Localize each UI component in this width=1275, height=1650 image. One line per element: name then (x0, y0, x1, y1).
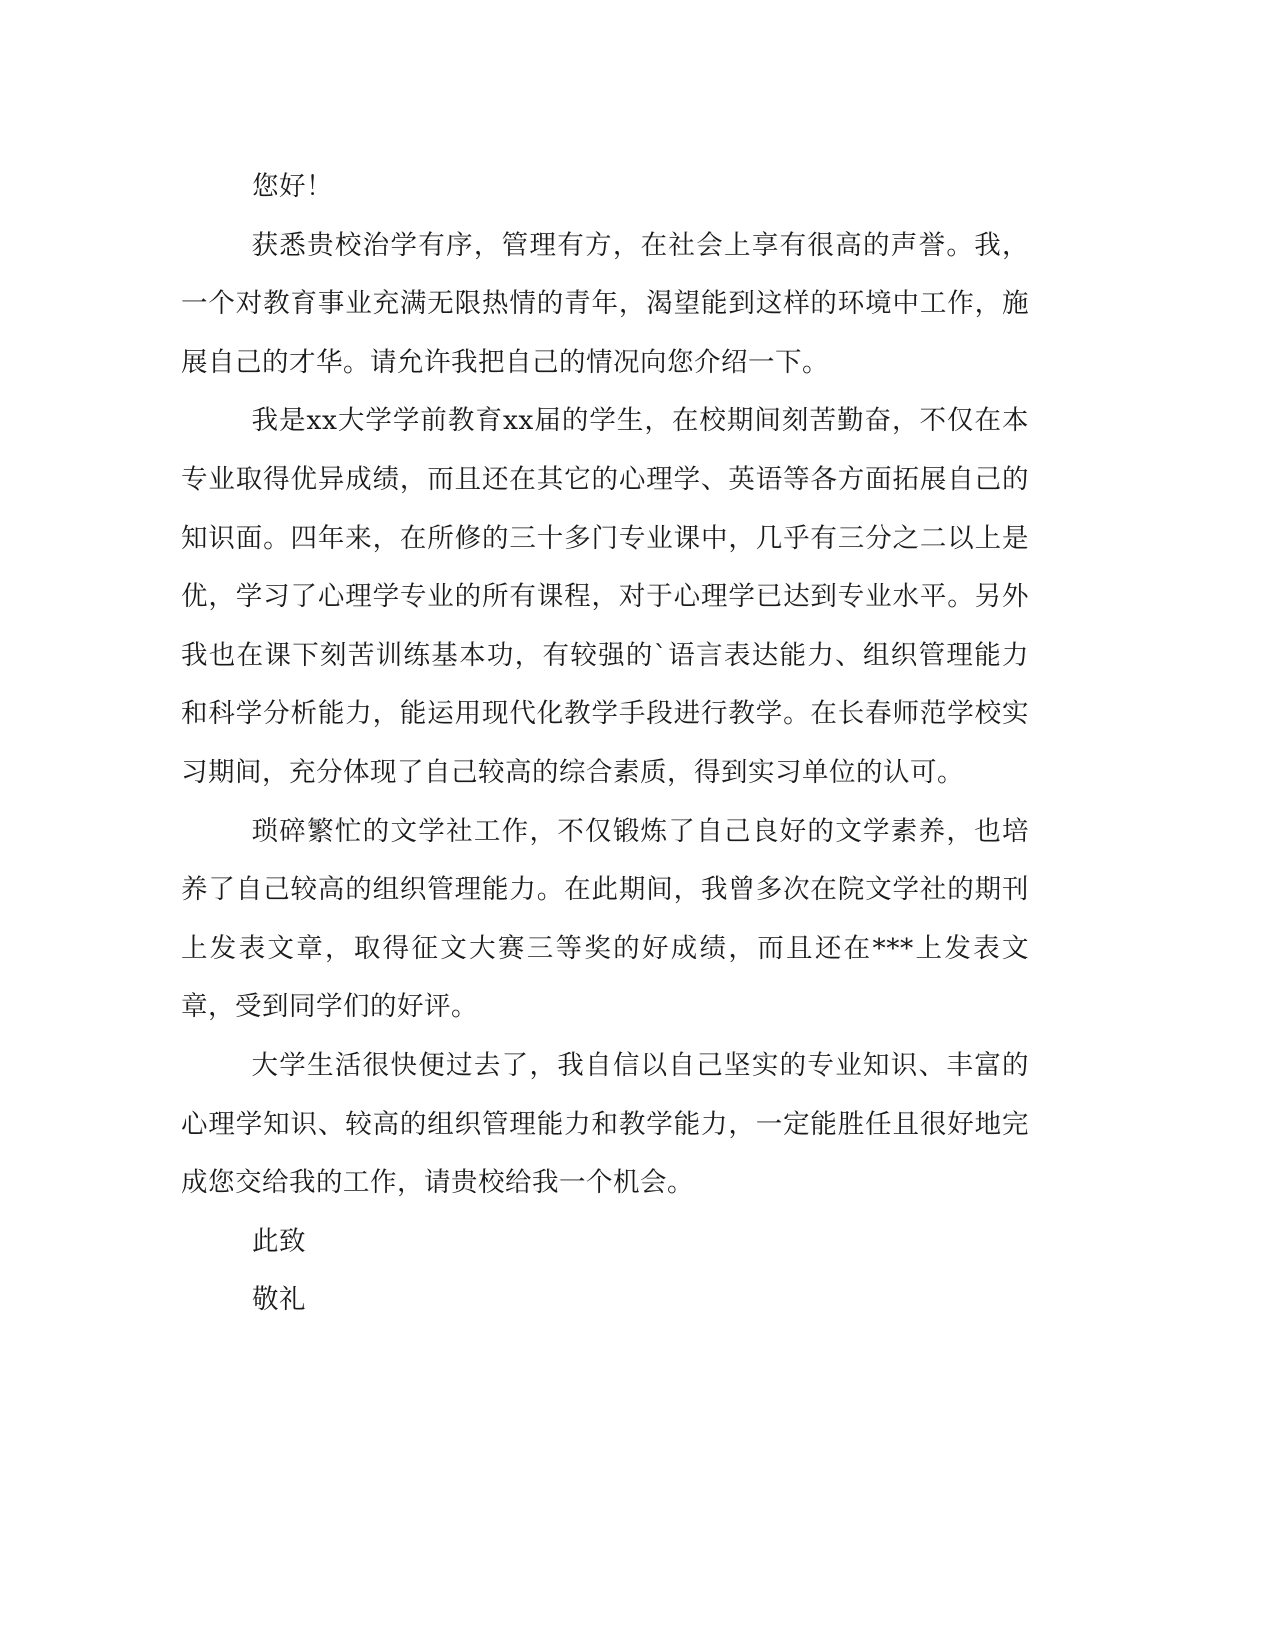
paragraph-education: 我是xx大学学前教育xx届的学生，在校期间刻苦勤奋，不仅在本专业取得优异成绩，而且还在其它的心理学、英语等各方面拓展自己的知识面。四年来，在所修的三十多门专业课中，几乎有三分之二以上是优，学习了心理学专业的所有课程，对于心理学已达到专业水平。另外我也在课下刻苦训练基本功，有较强的`语言表达能力、组织管理能力和科学分析能力，能运用现代化教学手段进行教学。在长春师范学校实习期间，充分体现了自己较高的综合素质，得到实习单位的认可。 (181, 405, 1029, 788)
closing-respect: 敬礼 (252, 1284, 306, 1316)
closing-salutation: 此致 (252, 1225, 306, 1257)
letter-body (181, 158, 1029, 1330)
greeting: 您好！ (252, 171, 333, 202)
paragraph-intro: 获悉贵校治学有序，管理有方，在社会上享有很高的声誉。我，一个对教育事业充满无限热情的青年，渴望能到这样的环境中工作，施展自己的才华。请允许我把自己的情况向您介绍一下。 (181, 229, 1029, 378)
paragraph-conclusion: 大学生活很快便过去了，我自信以自己坚实的专业知识、丰富的心理学知识、较高的组织管理能力和教学能力，一定能胜任且很好地完成您交给我的工作，请贵校给我一个机会。 (181, 1049, 1029, 1199)
paragraph-literary-club: 琐碎繁忙的文学社工作，不仅锻炼了自己良好的文学素养，也培养了自己较高的组织管理能力。在此期间，我曾多次在院文学社的期刊上发表文章，取得征文大赛三等奖的好成绩，而且还在***上发表文章，受到同学们的好评。 (181, 815, 1029, 1023)
